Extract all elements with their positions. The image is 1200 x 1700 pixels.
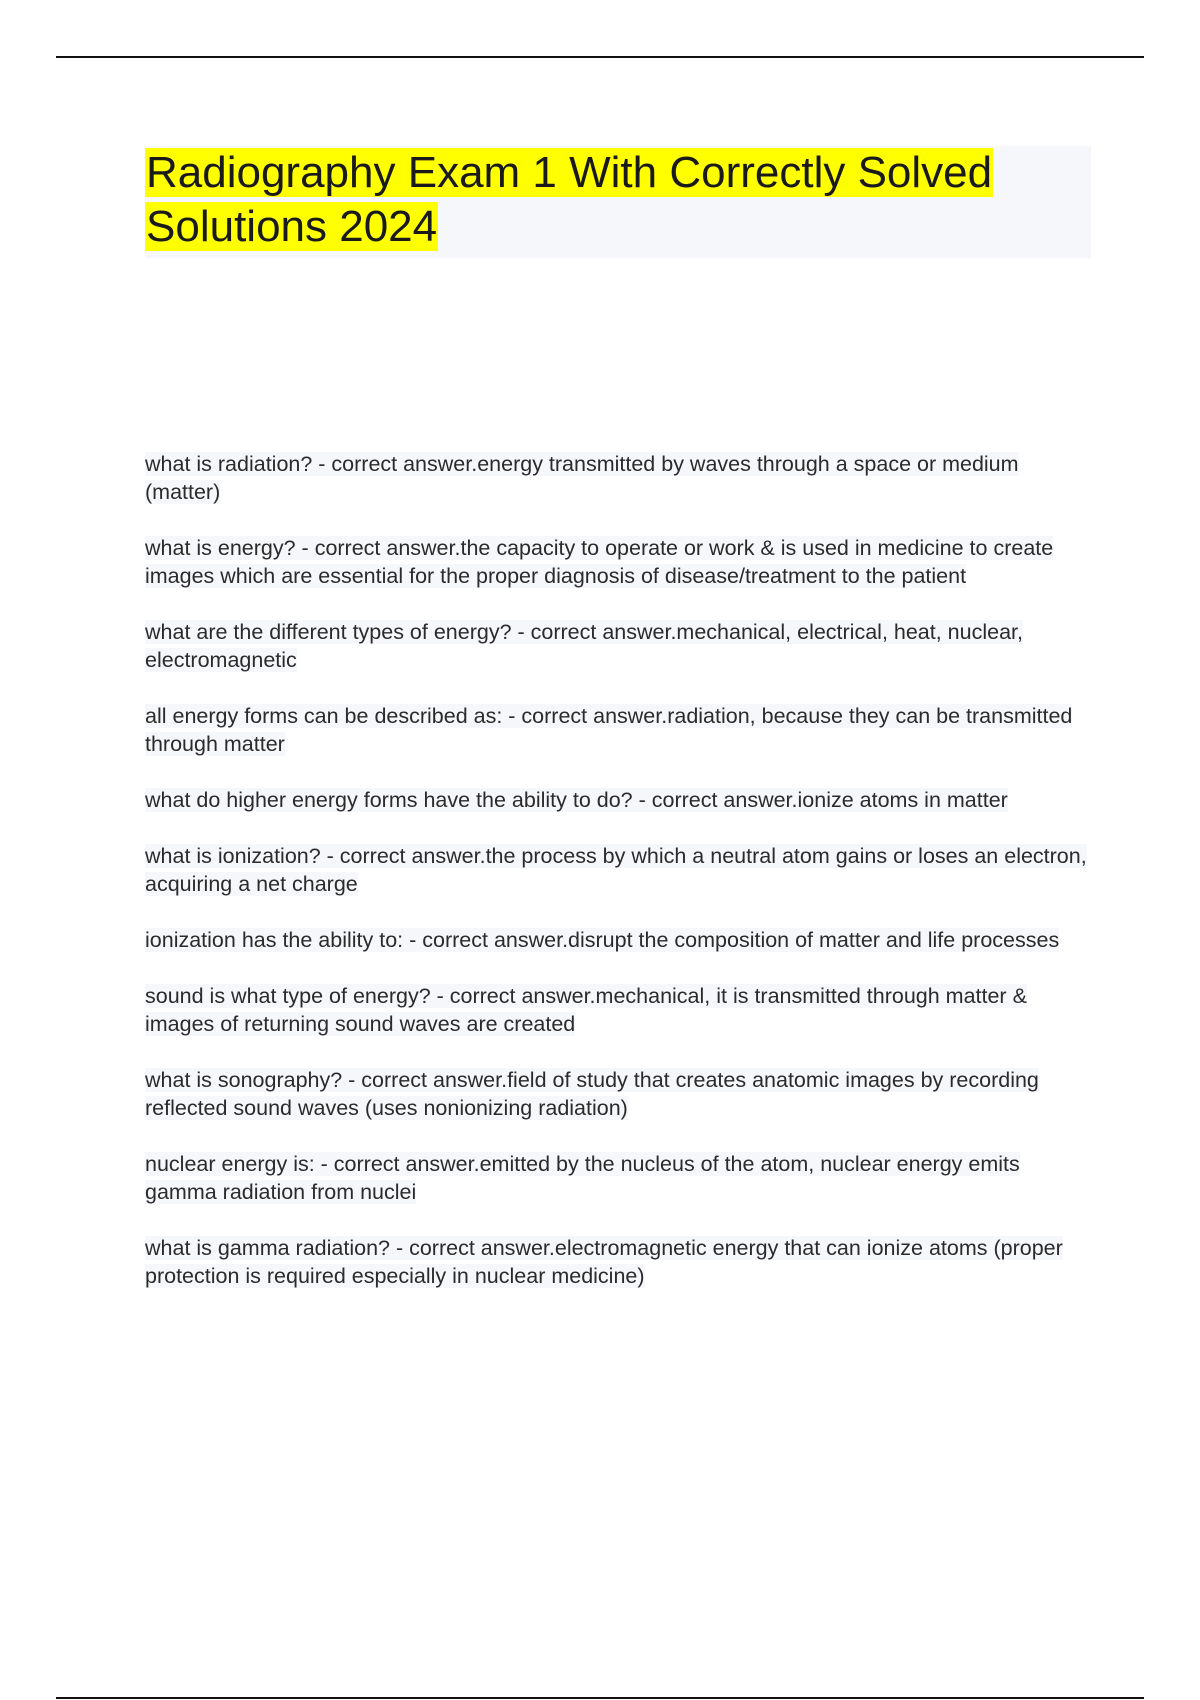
qa-item — [145, 926, 1091, 954]
qa-text: what is ionization? - correct answer.the process by which a neutral atom gains or loses an electron, acquiring a net charge — [145, 844, 1087, 896]
qa-item — [145, 982, 1091, 1038]
qa-text: what is gamma radiation? - correct answer.electromagnetic energy that can ionize atoms (proper protection is required especially in nuclear medicine) — [145, 1236, 1063, 1288]
qa-text: what is energy? - correct answer.the capacity to operate or work & is used in medicine to create images which are essential for the proper diagnosis of disease/treatment to the patient — [145, 536, 1054, 588]
qa-text: ionization has the ability to: - correct answer.disrupt the composition of matter and life processes — [145, 928, 1060, 952]
page-title — [145, 146, 1091, 254]
qa-text: what is radiation? - correct answer.energy transmitted by waves through a space or medium (matter) — [145, 452, 1019, 504]
qa-text: what do higher energy forms have the ability to do? - correct answer.ionize atoms in matter — [145, 788, 1008, 812]
qa-item — [145, 450, 1091, 506]
qa-item — [145, 1150, 1091, 1206]
qa-text: all energy forms can be described as: - correct answer.radiation, because they can be transmitted through matter — [145, 704, 1073, 756]
qa-text: what is sonography? - correct answer.field of study that creates anatomic images by recording reflected sound waves (uses nonionizing radiation) — [145, 1068, 1039, 1120]
qa-text: sound is what type of energy? - correct answer.mechanical, it is transmitted through matter & images of returning sound waves are created — [145, 984, 1027, 1036]
qa-text: nuclear energy is: - correct answer.emitted by the nucleus of the atom, nuclear energy emits gamma radiation from nuclei — [145, 1152, 1020, 1204]
qa-item — [145, 534, 1091, 590]
qa-item — [145, 1066, 1091, 1122]
qa-item — [145, 702, 1091, 758]
title-block — [145, 146, 1091, 258]
page-title-highlight: Radiography Exam 1 With Correctly Solved Solutions 2024 — [146, 148, 993, 251]
qa-item — [145, 618, 1091, 674]
qa-item — [145, 842, 1091, 898]
bottom-divider — [56, 1697, 1144, 1699]
top-divider — [56, 56, 1144, 58]
qa-list — [145, 450, 1091, 1318]
qa-item — [145, 1234, 1091, 1290]
qa-item — [145, 786, 1091, 814]
qa-text: what are the different types of energy? - correct answer.mechanical, electrical, heat, nuclear, electromagnetic — [145, 620, 1023, 672]
